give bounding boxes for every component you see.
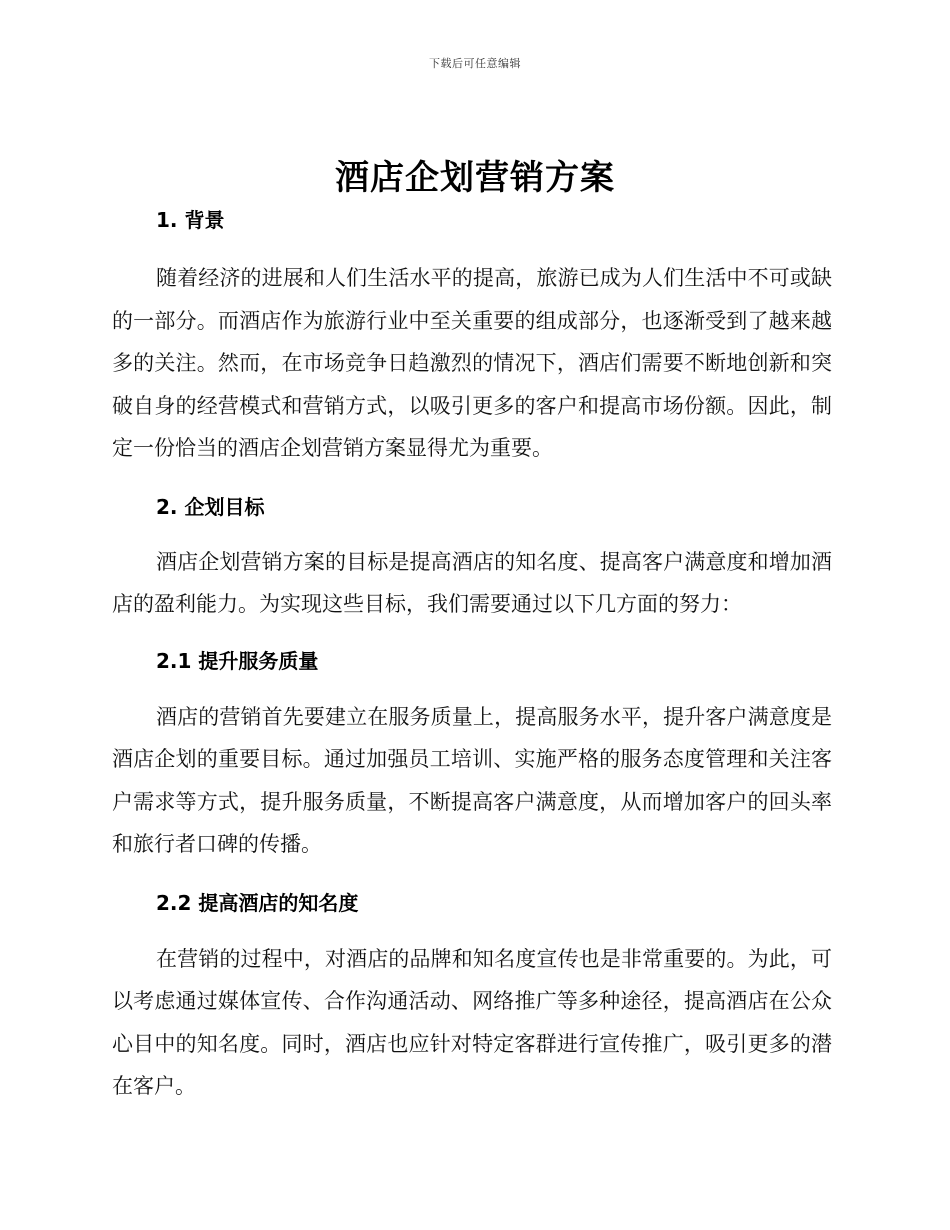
section-heading-service-quality: 2.1 提升服务质量 [156,648,319,673]
document-body [112,205,832,1108]
header-note: 下载后可任意编辑 [429,57,521,70]
section-paragraph-goals: 酒店企划营销方案的目标是提高酒店的知名度、提高客户满意度和增加酒店的盈利能力。为实现这些目标，我们需要通过以下几方面的努力： [112,549,832,616]
section-heading-background: 1. 背景 [156,208,225,232]
section-paragraph-service-quality: 酒店的营销首先要建立在服务质量上，提高服务水平，提升客户满意度是酒店企划的重要目标。通过加强员工培训、实施严格的服务态度管理和关注客户需求等方式，提升服务质量，不断提高客户满意度，从而增加客户的回头率和旅行者口碑的传播。 [112,704,832,856]
section-heading-goals: 2. 企划目标 [156,494,265,519]
section-heading-brand-awareness: 2.2 提高酒店的知名度 [156,890,359,915]
section-paragraph-brand-awareness: 在营销的过程中，对酒店的品牌和知名度宣传也是非常重要的。为此，可以考虑通过媒体宣传、合作沟通活动、网络推广等多种途径，提高酒店在公众心目中的知名度。同时，酒店也应针对特定客群进行宣传推广，吸引更多的潜在客户。 [112,946,832,1098]
document-title: 酒店企划营销方案 [335,158,615,198]
section-paragraph-background: 随着经济的进展和人们生活水平的提高，旅游已成为人们生活中不可或缺的一部分。而酒店作为旅游行业中至关重要的组成部分，也逐渐受到了越来越多的关注。然而，在市场竞争日趋激烈的情况下，酒店们需要不断地创新和突破自身的经营模式和营销方式，以吸引更多的客户和提高市场份额。因此，制定一份恰当的酒店企划营销方案显得尤为重要。 [112,266,832,460]
